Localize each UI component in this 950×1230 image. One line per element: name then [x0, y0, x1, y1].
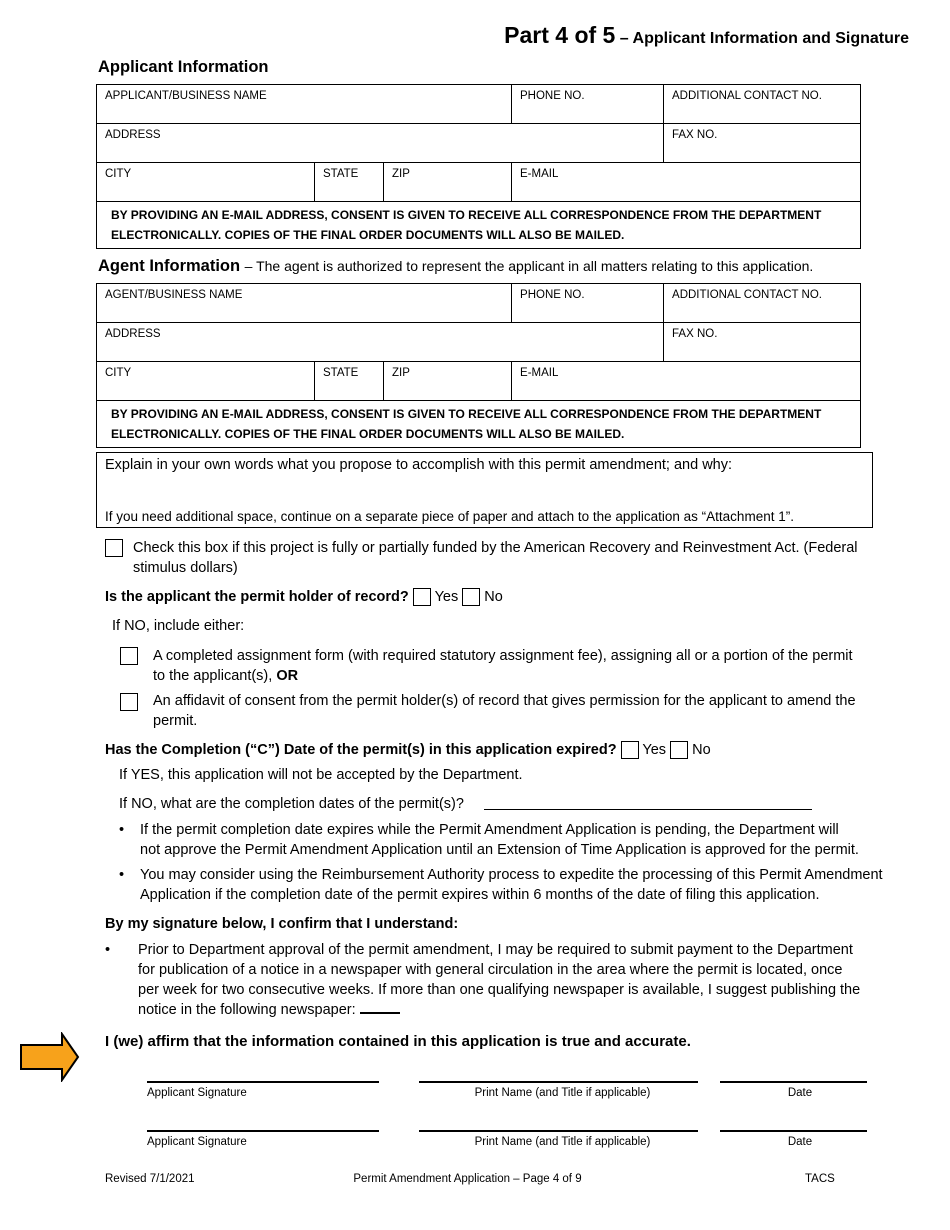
agent-zip-field[interactable]: ZIP — [384, 362, 512, 401]
applicant-state-field[interactable]: STATE — [315, 163, 384, 202]
bullet-line: You may consider using the Reimbursement Authority process to expedite the processing of this Permit Amendment — [140, 867, 883, 883]
print-name-label: Print Name (and Title if applicable) — [474, 1087, 651, 1099]
applicant-email-field[interactable]: E-MAIL — [512, 163, 861, 202]
consent-line: ELECTRONICALLY. COPIES OF THE FINAL ORDER DOCUMENTS WILL ALSO BE MAILED. — [111, 228, 625, 242]
print-name-line[interactable] — [419, 1130, 698, 1132]
holder-question: Is the applicant the permit holder of record? — [105, 589, 409, 605]
holder-yes-label: Yes — [434, 589, 459, 605]
affidavit-checkbox[interactable] — [120, 693, 138, 711]
holder-no-checkbox[interactable] — [462, 588, 480, 606]
applicant-info-table — [96, 84, 861, 249]
part-subtitle: – Applicant Information and Signature — [619, 30, 909, 47]
holder-question-row — [105, 587, 503, 607]
explain-box[interactable] — [96, 452, 873, 528]
agent-consent-notice — [97, 401, 861, 448]
completion-yes-checkbox[interactable] — [621, 741, 639, 759]
bullet-marker: • — [119, 822, 125, 838]
option-line — [153, 666, 853, 686]
option-line: A completed assignment form (with required statutory assignment fee), assigning all or a portion of the permit — [153, 648, 853, 664]
consent-line: BY PROVIDING AN E-MAIL ADDRESS, CONSENT IS GIVEN TO RECEIVE ALL CORRESPONDENCE FROM THE DEPARTMENT — [111, 208, 822, 222]
arra-checkbox[interactable] — [105, 539, 123, 557]
agent-additional-contact-field[interactable]: ADDITIONAL CONTACT NO. — [664, 284, 861, 323]
part-title — [504, 22, 909, 49]
agent-info-table — [96, 283, 861, 448]
newspaper-input-line[interactable] — [360, 1000, 400, 1014]
applicant-section-title: Applicant Information — [98, 58, 269, 76]
newspaper-bullet — [138, 940, 860, 1020]
footer-code: TACS — [805, 1173, 835, 1185]
applicant-name-field[interactable]: APPLICANT/BUSINESS NAME — [97, 85, 512, 124]
bullet-line: per week for two consecutive weeks. If more than one qualifying newspaper is available, I suggest publishing the — [138, 982, 861, 998]
agent-name-field[interactable]: AGENT/BUSINESS NAME — [97, 284, 512, 323]
explain-question: Explain in your own words what you propose to accomplish with this permit amendment; and why: — [105, 457, 733, 473]
arrow-right-icon — [20, 1032, 80, 1082]
print-name-line[interactable] — [419, 1081, 698, 1083]
bullet-line: Application if the completion date of the permit expires within 6 months of the date of filing this application. — [140, 887, 820, 903]
applicant-signature-line[interactable] — [147, 1081, 379, 1083]
bullet-line: not approve the Permit Amendment Application until an Extension of Time Application is approved for the permit. — [140, 842, 859, 858]
holder-yes-checkbox[interactable] — [413, 588, 431, 606]
completion-no-label: No — [692, 742, 711, 758]
applicant-address-field[interactable]: ADDRESS — [97, 124, 664, 163]
bullet-line: Prior to Department approval of the permit amendment, I may be required to submit payment to the Department — [138, 942, 853, 958]
arra-line: Check this box if this project is fully or partially funded by the American Recovery and Reinvestment Act. (Federal — [133, 540, 858, 556]
agent-address-field[interactable]: ADDRESS — [97, 323, 664, 362]
holder-if-no: If NO, include either: — [112, 618, 245, 634]
applicant-zip-field[interactable]: ZIP — [384, 163, 512, 202]
assignment-form-checkbox[interactable] — [120, 647, 138, 665]
completion-question-row — [105, 740, 711, 760]
consent-line: ELECTRONICALLY. COPIES OF THE FINAL ORDER DOCUMENTS WILL ALSO BE MAILED. — [111, 427, 625, 441]
explain-hint: If you need additional space, continue on a separate piece of paper and attach to the application as “Attachment 1”. — [105, 509, 794, 524]
completion-yes-label: Yes — [642, 742, 667, 758]
agent-email-field[interactable]: E-MAIL — [512, 362, 861, 401]
assignment-form-text — [153, 646, 853, 686]
agent-city-field[interactable]: CITY — [97, 362, 315, 401]
applicant-fax-field[interactable]: FAX NO. — [664, 124, 861, 163]
footer-revised: Revised 7/1/2021 — [105, 1173, 195, 1185]
arra-text — [133, 538, 858, 578]
completion-no-checkbox[interactable] — [670, 741, 688, 759]
print-name-label: Print Name (and Title if applicable) — [474, 1136, 651, 1148]
agent-fax-field[interactable]: FAX NO. — [664, 323, 861, 362]
applicant-city-field[interactable]: CITY — [97, 163, 315, 202]
bullet-marker: • — [105, 942, 111, 958]
part-label: Part 4 of 5 — [504, 22, 616, 48]
agent-title: Agent Information — [98, 257, 241, 275]
applicant-consent-notice — [97, 202, 861, 249]
completion-if-no: If NO, what are the completion dates of the permit(s)? — [119, 796, 464, 812]
applicant-signature-label: Applicant Signature — [147, 1087, 247, 1099]
date-label: Date — [787, 1087, 813, 1099]
consent-line: BY PROVIDING AN E-MAIL ADDRESS, CONSENT IS GIVEN TO RECEIVE ALL CORRESPONDENCE FROM THE DEPARTMENT — [111, 407, 822, 421]
option-line: An affidavit of consent from the permit holder(s) of record that gives permission for the applicant to amend the — [153, 693, 856, 709]
bullet-line — [138, 1000, 860, 1020]
bullet-marker: • — [119, 867, 125, 883]
agent-state-field[interactable]: STATE — [315, 362, 384, 401]
option-text: to the applicant(s), — [153, 668, 273, 684]
applicant-signature-line[interactable] — [147, 1130, 379, 1132]
agent-phone-field[interactable]: PHONE NO. — [512, 284, 664, 323]
affidavit-text — [153, 691, 856, 731]
applicant-additional-contact-field[interactable]: ADDITIONAL CONTACT NO. — [664, 85, 861, 124]
date-line[interactable] — [720, 1130, 867, 1132]
date-line[interactable] — [720, 1081, 867, 1083]
arra-line: stimulus dollars) — [133, 560, 238, 576]
signature-heading: By my signature below, I confirm that I understand: — [105, 916, 459, 932]
bullet-line: for publication of a notice in a newspaper with general circulation in the area where the permit is located, once — [138, 962, 843, 978]
agent-note: – The agent is authorized to represent the applicant in all matters relating to this application. — [244, 258, 814, 274]
affirm-statement: I (we) affirm that the information contained in this application is true and accurate. — [105, 1033, 691, 1050]
footer-page: Permit Amendment Application – Page 4 of 9 — [353, 1173, 582, 1185]
date-label: Date — [787, 1136, 813, 1148]
applicant-signature-label: Applicant Signature — [147, 1136, 247, 1148]
completion-if-yes: If YES, this application will not be accepted by the Department. — [119, 767, 523, 783]
agent-section-title — [98, 257, 813, 276]
completion-dates-line[interactable] — [484, 808, 812, 810]
completion-bullet-2 — [140, 865, 883, 905]
or-label: OR — [276, 668, 299, 684]
applicant-phone-field[interactable]: PHONE NO. — [512, 85, 664, 124]
completion-bullet-1 — [140, 820, 859, 860]
bullet-line: If the permit completion date expires while the Permit Amendment Application is pending, the Department will — [140, 822, 839, 838]
completion-question: Has the Completion (“C”) Date of the permit(s) in this application expired? — [105, 742, 617, 758]
option-line: permit. — [153, 713, 198, 729]
bullet-text: notice in the following newspaper: — [138, 1002, 356, 1018]
holder-no-label: No — [484, 589, 503, 605]
